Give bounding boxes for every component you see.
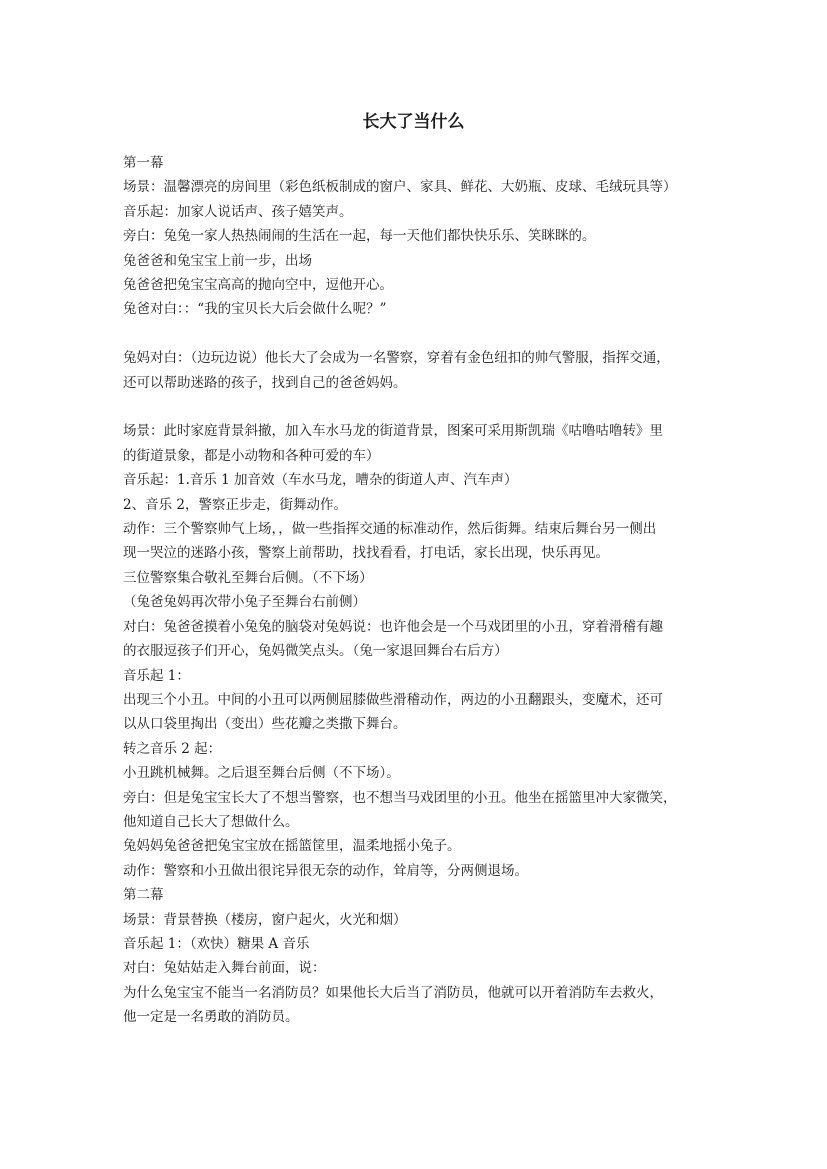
paragraph-line: 出现三个小丑。中间的小丑可以两侧屈膝做些滑稽动作，两边的小丑翻跟头，变魔术，还可 bbox=[123, 691, 663, 708]
paragraph-line: 兔妈妈兔爸爸把兔宝宝放在摇篮筐里，温柔地摇小兔子。 bbox=[123, 838, 461, 855]
paragraph-line: 以从口袋里掏出（变出）些花瓣之类撒下舞台。 bbox=[123, 716, 407, 733]
paragraph-line: 转之音乐 2 起： bbox=[123, 740, 222, 757]
paragraph-line: 对白：兔爸爸摸着小兔兔的脑袋对兔妈说：也许他会是一个马戏团里的小丑，穿着滑稽有趣 bbox=[123, 618, 663, 635]
paragraph-line: 场景：背景替换（楼房，窗户起火，火光和烟） bbox=[123, 911, 407, 928]
paragraph-line: 动作：警察和小丑做出很诧异很无奈的动作，耸肩等，分两侧退场。 bbox=[123, 862, 528, 879]
paragraph-line: 对白：兔姑姑走入舞台前面，说： bbox=[123, 960, 326, 977]
paragraph-line: 他知道自己长大了想做什么。 bbox=[123, 813, 299, 830]
paragraph-line: 场景：温馨漂亮的房间里（彩色纸板制成的窗户、家具、鲜花、大奶瓶、皮球、毛绒玩具等） bbox=[123, 179, 677, 196]
paragraph-line: 场景：此时家庭背景斜撤，加入车水马龙的街道背景，图案可采用斯凯瑞《咕噜咕噜转》里 bbox=[123, 423, 663, 440]
paragraph-line: 为什么兔宝宝不能当一名消防员？如果他长大后当了消防员，他就可以开着消防车去救火， bbox=[123, 984, 663, 1001]
document-body bbox=[123, 151, 713, 1030]
paragraph-line: 兔妈对白：（边玩边说）他长大了会成为一名警察，穿着有金色纽扣的帅气警服，指挥交通， bbox=[123, 350, 670, 367]
paragraph-line: 兔爸对白：：“我的宝贝长大后会做什么呢？” bbox=[123, 301, 387, 318]
paragraph-line: 音乐起 1：（欢快）糖果 A 音乐 bbox=[123, 935, 310, 952]
paragraph-line: 兔爸爸和兔宝宝上前一步，出场 bbox=[123, 252, 312, 269]
paragraph-line: 现一哭泣的迷路小孩，警察上前帮助，找找看看，打电话，家长出现，快乐再见。 bbox=[123, 545, 609, 562]
paragraph-line: 他一定是一名勇敢的消防员。 bbox=[123, 1009, 299, 1026]
paragraph-line: 2、音乐 2，警察正步走，街舞动作。 bbox=[123, 496, 347, 513]
paragraph-line: 第一幕 bbox=[123, 155, 164, 171]
blank-line bbox=[123, 322, 713, 346]
paragraph-line: 动作：三个警察帅气上场，，做一些指挥交通的标准动作，然后街舞。结束后舞台另一侧出 bbox=[123, 521, 657, 538]
paragraph-line: （兔爸兔妈再次带小兔子至舞台右前侧） bbox=[123, 594, 366, 611]
paragraph-line: 兔爸爸把兔宝宝高高的抛向空中，逗他开心。 bbox=[123, 277, 393, 294]
paragraph-line: 音乐起：加家人说话声、孩子嬉笑声。 bbox=[123, 203, 353, 220]
paragraph-line: 音乐起 1： bbox=[123, 667, 190, 684]
document-title: 长大了当什么 bbox=[362, 112, 465, 132]
paragraph-line: 旁白：但是兔宝宝长大了不想当警察，也不想当马戏团里的小丑。他坐在摇篮里冲大家微笑， bbox=[123, 789, 677, 806]
paragraph-line: 音乐起：1.音乐 1 加音效（车水马龙，嘈杂的街道人声、汽车声） bbox=[123, 472, 518, 489]
paragraph-line: 的衣服逗孩子们开心，兔妈微笑点头。（兔一家退回舞台右后方） bbox=[123, 643, 508, 660]
blank-line bbox=[123, 395, 713, 419]
paragraph-line: 旁白：兔兔一家人热热闹闹的生活在一起，每一天他们都快快乐乐、笑眯眯的。 bbox=[123, 228, 596, 245]
paragraph-line: 三位警察集合敬礼至舞台后侧。（不下场） bbox=[123, 569, 373, 586]
paragraph-line: 还可以帮助迷路的孩子，找到自己的爸爸妈妈。 bbox=[123, 374, 407, 391]
paragraph-line: 的街道景象，都是小动物和各种可爱的车） bbox=[123, 447, 380, 464]
paragraph-line: 第二幕 bbox=[123, 887, 164, 904]
paragraph-line: 小丑跳机械舞。之后退至舞台后侧（不下场）。 bbox=[123, 765, 400, 782]
